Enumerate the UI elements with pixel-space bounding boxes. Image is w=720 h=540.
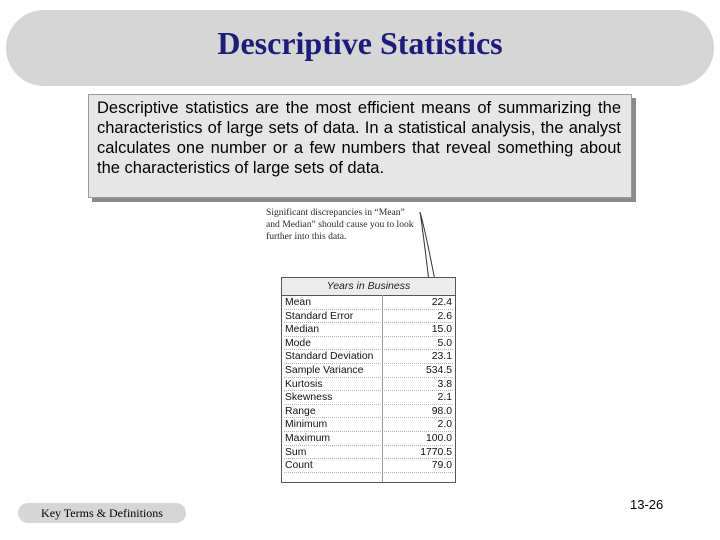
row-label: Maximum [285, 432, 331, 444]
table-row [282, 350, 455, 364]
row-label: Minimum [285, 419, 328, 431]
row-value: 534.5 [425, 364, 452, 376]
row-value: 15.0 [431, 324, 452, 336]
table-row [282, 432, 455, 446]
table-row [282, 418, 455, 432]
row-label: Mode [285, 337, 311, 349]
row-label: Median [285, 324, 320, 336]
table-header: Years in Business [282, 278, 455, 296]
row-label: Standard Deviation [285, 351, 374, 363]
slide-title: Descriptive Statistics [217, 25, 503, 61]
table-row [282, 310, 455, 324]
table-row [282, 296, 455, 310]
row-value: 2.0 [437, 419, 452, 431]
row-label: Kurtosis [285, 378, 323, 390]
row-value: 100.0 [425, 432, 452, 444]
row-value: 98.0 [431, 405, 452, 417]
row-value: 2.1 [437, 392, 452, 404]
row-label: Skewness [285, 392, 333, 404]
page-number: 13-26 [630, 497, 664, 512]
row-value: 22.4 [431, 297, 452, 308]
table-row [282, 446, 455, 460]
row-rule [284, 472, 453, 473]
row-label: Sample Variance [285, 364, 364, 376]
callout-note: Significant discrepancies in “Mean” and Median” should cause you to look further into this data. [266, 207, 414, 242]
footer-label: Key Terms & Definitions [18, 503, 186, 523]
table-row [282, 459, 455, 473]
row-value: 3.8 [437, 378, 452, 390]
row-label: Standard Error [285, 310, 354, 322]
table-row [282, 323, 455, 337]
statistics-table [281, 277, 456, 483]
table-row [282, 391, 455, 405]
table-row [282, 337, 455, 351]
table-row [282, 405, 455, 419]
row-label: Sum [285, 446, 307, 458]
row-value: 79.0 [431, 460, 452, 472]
row-value: 1770.5 [420, 446, 452, 458]
row-value: 5.0 [437, 337, 452, 349]
description-text: Descriptive statistics are the most efficient means of summarizing the characteristics of large sets of data. In a statistical analysis, the analyst calculates one number or a few numbers that reveal something about the characteristics of large sets of data. [97, 99, 621, 177]
row-value: 23.1 [431, 351, 452, 363]
row-label: Range [285, 405, 316, 417]
row-label: Mean [285, 297, 311, 308]
table-row [282, 364, 455, 378]
row-value: 2.6 [437, 310, 452, 322]
table-row [282, 378, 455, 392]
table-rows [282, 296, 455, 473]
row-label: Count [285, 460, 313, 472]
